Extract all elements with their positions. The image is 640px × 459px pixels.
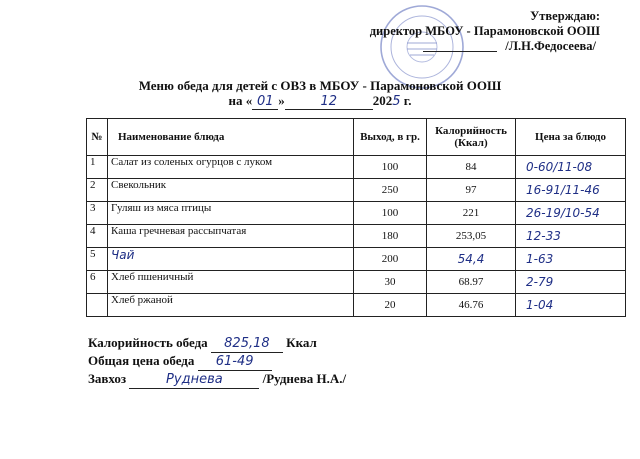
row-name: Хлеб ржаной [108,294,354,317]
row-calories: 46.76 [427,294,516,317]
row-calories-handwritten: 54,4 [457,252,485,266]
table-row [87,179,626,202]
row-calories [427,248,516,271]
row-price-handwritten: 1-04 [526,298,554,312]
row-price [516,156,626,179]
table-header-row [87,119,626,156]
row-price-handwritten: 1-63 [526,252,554,266]
menu-footer [88,335,346,389]
approval-position: директор МБОУ - Парамоновской ООШ [369,24,600,38]
footer-calories-label: Калорийность обеда [88,335,208,350]
approval-signature-line [370,39,596,54]
row-calories: 253,05 [427,225,516,248]
date-year-prefix: 202 [372,93,393,108]
row-calories: 68.97 [427,271,516,294]
footer-manager-name: /Руднева Н.А./ [262,371,347,386]
footer-calories-line [88,335,346,353]
row-price-handwritten: 0-60/11-08 [526,160,593,174]
date-day: 01 [252,94,278,110]
menu-title [0,78,640,110]
date-year-suffix: 5 [392,94,401,109]
row-price-handwritten: 2-79 [526,275,554,289]
header-price: Цена за блюдо [516,119,626,156]
row-name: Гуляш из мяса птицы [108,202,354,225]
date-month: 12 [285,94,373,110]
footer-price-value: 61-49 [198,354,272,371]
date-prefix: на « [228,93,253,108]
row-calories: 221 [427,202,516,225]
row-yield: 100 [354,156,427,179]
row-price-handwritten: 16-91/11-46 [526,183,600,197]
approval-title: Утверждаю: [530,9,600,23]
row-calories: 97 [427,179,516,202]
row-yield: 200 [354,248,427,271]
row-price [516,225,626,248]
row-name: Каша гречневая рассыпчатая [108,225,354,248]
table-row [87,202,626,225]
row-name-handwritten: Чай [111,248,135,262]
date-year-end: г. [403,93,412,108]
header-calories: Калорийность (Ккал) [427,119,516,156]
row-price-handwritten: 26-19/10-54 [526,206,600,220]
table-row [87,294,626,317]
menu-title-line: Меню обеда для детей с ОВЗ в МБОУ - Парамоновской ООШ [138,78,502,93]
row-num: 1 [87,156,108,179]
header-num: № [87,119,108,156]
menu-table [86,118,626,317]
row-price [516,294,626,317]
row-num: 2 [87,179,108,202]
row-num: 5 [87,248,108,271]
row-name [108,248,354,271]
row-num: 6 [87,271,108,294]
row-yield: 20 [354,294,427,317]
footer-manager-label: Завхоз [88,371,127,386]
row-price [516,202,626,225]
footer-calories-value: 825,18 [211,336,283,353]
row-name: Хлеб пшеничный [108,271,354,294]
row-price-handwritten: 12-33 [526,229,561,243]
row-yield: 180 [354,225,427,248]
row-yield: 100 [354,202,427,225]
table-row [87,156,626,179]
row-num: 4 [87,225,108,248]
footer-manager-signature: Руднева [129,372,259,389]
row-yield: 30 [354,271,427,294]
row-name: Салат из соленых огурцов с луком [108,156,354,179]
header-yield: Выход, в гр. [354,119,427,156]
signature-blank [423,51,497,52]
footer-calories-unit: Ккал [286,335,317,350]
row-yield: 250 [354,179,427,202]
table-row [87,225,626,248]
row-calories: 84 [427,156,516,179]
row-price [516,271,626,294]
footer-price-label: Общая цена обеда [88,353,195,368]
table-row [87,248,626,271]
row-name: Свекольник [108,179,354,202]
row-price [516,248,626,271]
approval-name: /Л.Н.Федосеева/ [505,39,596,53]
row-price [516,179,626,202]
row-num [87,294,108,317]
date-mid: » [278,93,285,108]
approval-block [370,9,600,54]
table-row [87,271,626,294]
footer-price-line [88,353,346,371]
header-name: Наименование блюда [108,119,354,156]
menu-date-line [229,93,412,110]
footer-manager-line [88,371,346,389]
row-num: 3 [87,202,108,225]
